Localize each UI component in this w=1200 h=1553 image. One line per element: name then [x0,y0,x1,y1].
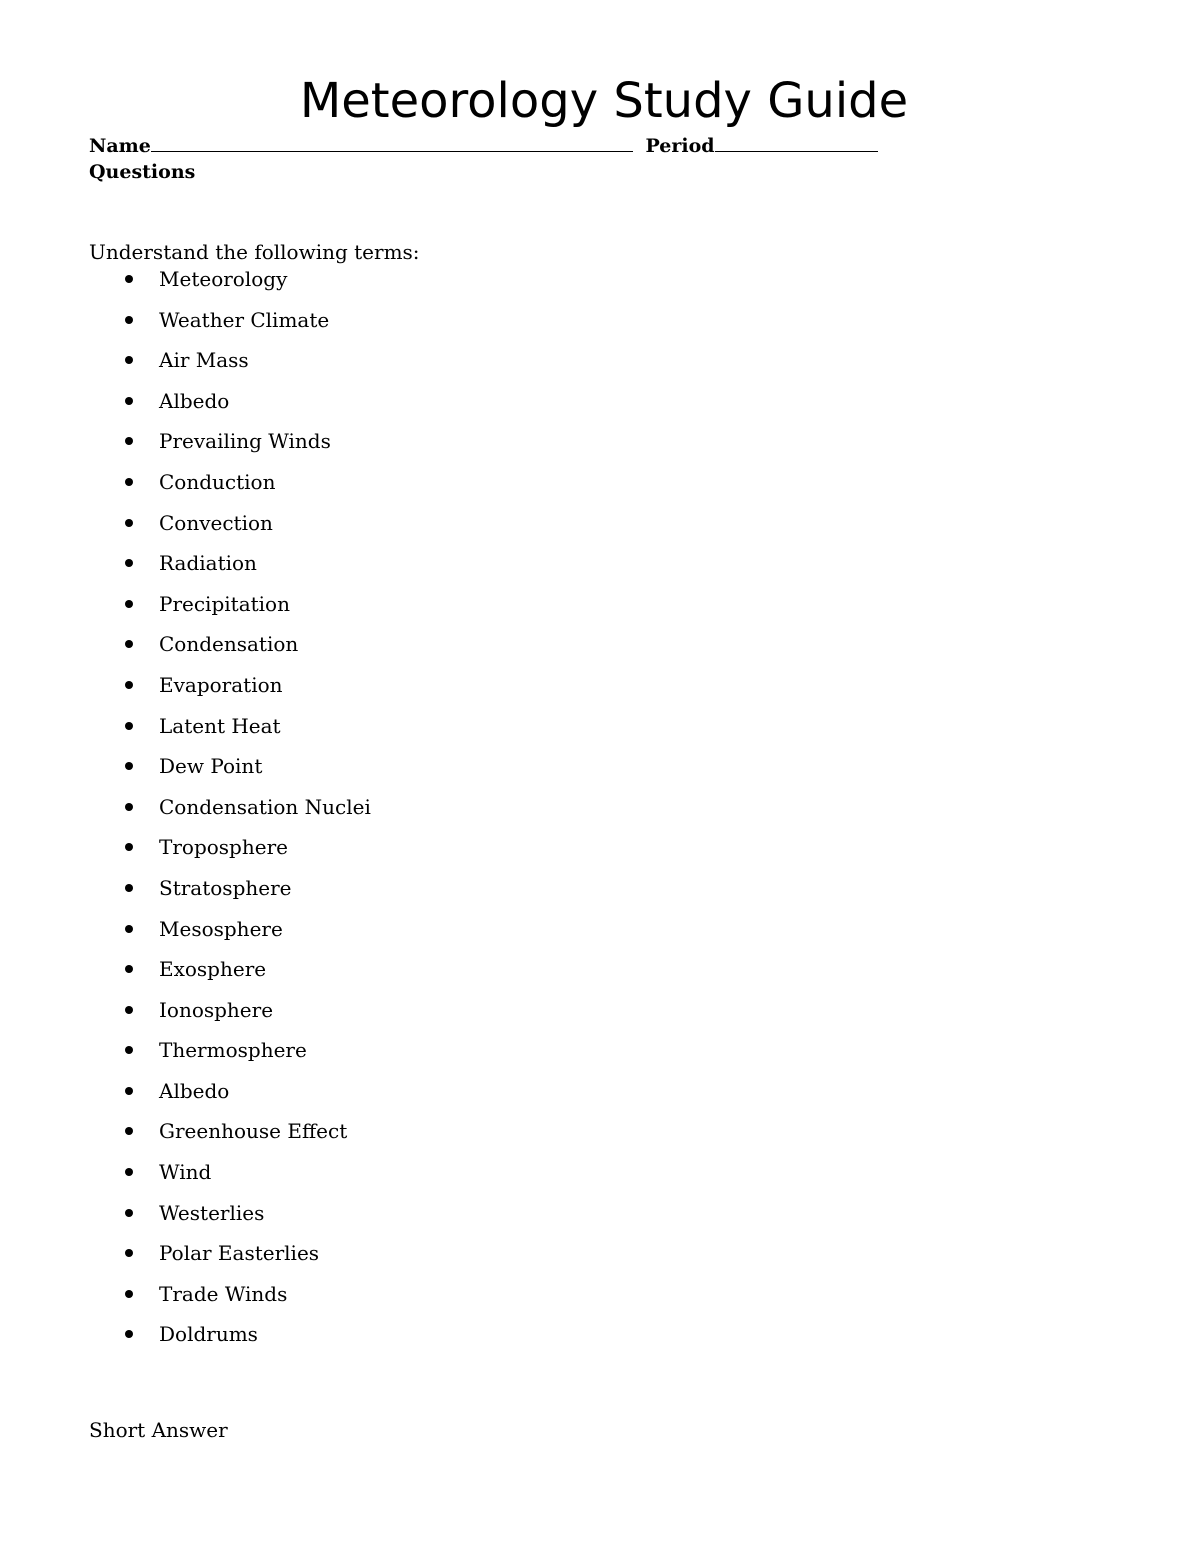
bullet-icon [125,1046,133,1054]
bullet-icon [125,559,133,567]
questions-heading: Questions [89,161,196,183]
term-text: Air Mass [159,348,249,373]
bullet-icon [125,1168,133,1176]
bullet-icon [125,843,133,851]
bullet-icon [125,1290,133,1298]
terms-intro: Understand the following terms: [89,240,420,264]
term-text: Conduction [159,469,276,494]
bullet-icon [125,1209,133,1217]
term-text: Radiation [159,551,257,576]
term-text: Precipitation [159,591,290,616]
term-text: Trade Winds [159,1281,288,1306]
bullet-icon [125,356,133,364]
name-blank [151,131,633,152]
period-blank [715,131,878,152]
bullet-icon [125,762,133,770]
name-period-line [89,131,878,160]
bullet-icon [125,925,133,933]
term-text: Condensation Nuclei [159,794,371,819]
bullet-icon [125,316,133,324]
bullet-icon [125,519,133,527]
term-text: Meteorology [159,267,288,291]
bullet-icon [125,1249,133,1257]
bullet-icon [125,600,133,608]
term-text: Doldrums [159,1322,258,1347]
bullet-icon [125,1006,133,1014]
term-text: Weather Climate [159,307,330,332]
name-label: Name [89,135,151,157]
bullet-icon [125,722,133,730]
term-text: Polar Easterlies [159,1241,320,1266]
bullet-icon [125,397,133,405]
term-text: Westerlies [159,1200,265,1225]
term-text: Dew Point [159,754,263,779]
bullet-icon [125,437,133,445]
term-text: Wind [159,1160,212,1185]
term-text: Prevailing Winds [159,429,331,454]
bullet-icon [125,275,133,283]
bullet-icon [125,884,133,892]
bullet-icon [125,478,133,486]
short-answer-heading: Short Answer [89,1418,228,1442]
term-text: Latent Heat [159,713,281,738]
term-text: Greenhouse Effect [159,1119,348,1144]
bullet-icon [125,1087,133,1095]
term-text: Mesosphere [159,916,283,941]
bullet-icon [125,1330,133,1338]
term-text: Exosphere [159,957,267,982]
term-text: Stratosphere [159,875,292,900]
page-title: Meteorology Study Guide [299,73,909,129]
term-text: Condensation [159,632,299,657]
term-text: Albedo [159,1078,230,1103]
term-text: Troposphere [159,835,288,860]
bullet-icon [125,681,133,689]
term-text: Evaporation [159,672,283,697]
bullet-icon [125,965,133,973]
term-text: Thermosphere [159,1038,307,1063]
term-text: Convection [159,510,273,535]
term-text: Ionosphere [159,997,274,1022]
term-text: Albedo [159,388,230,413]
bullet-icon [125,1127,133,1135]
bullet-icon [125,803,133,811]
bullet-icon [125,640,133,648]
period-label: Period [645,135,715,157]
